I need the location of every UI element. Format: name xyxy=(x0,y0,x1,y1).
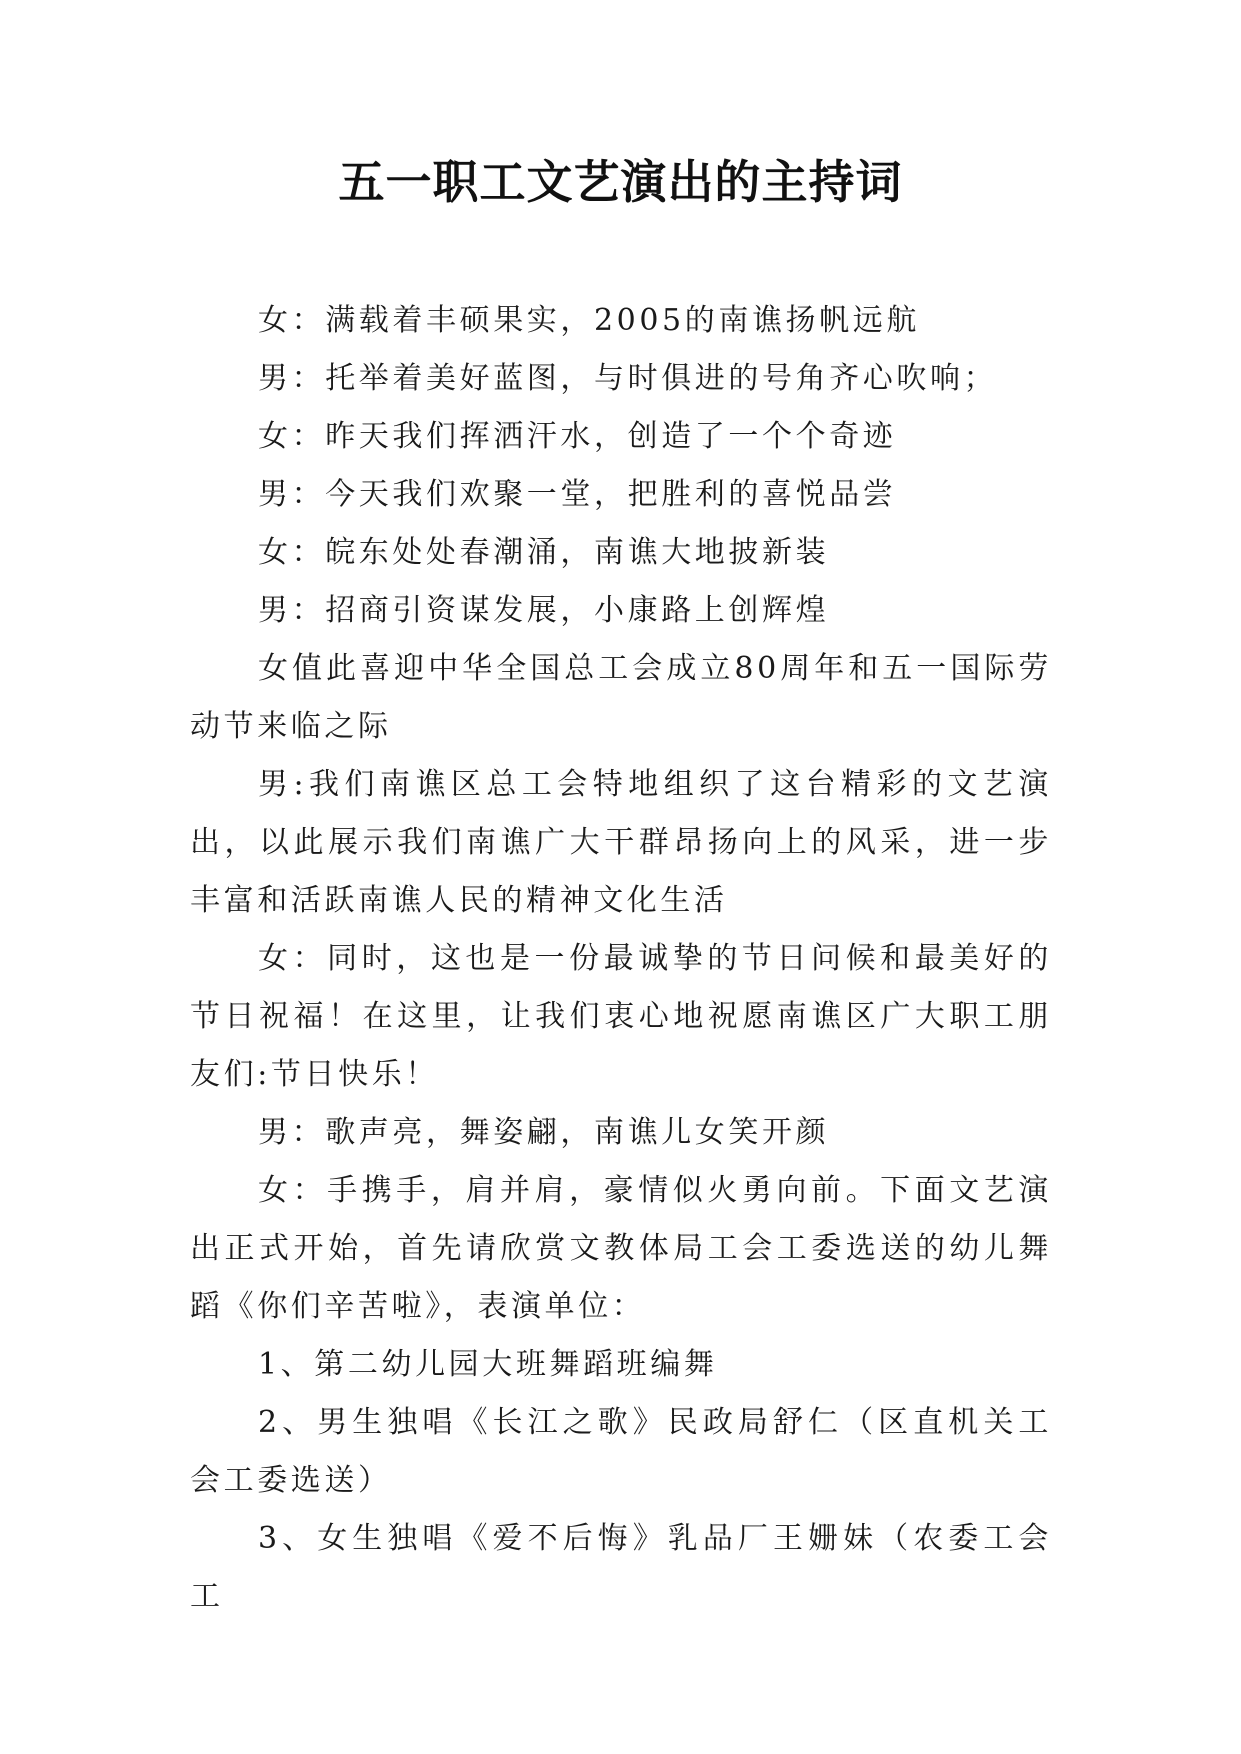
paragraph-7: 女值此喜迎中华全国总工会成立80周年和五一国际劳动节来临之际 xyxy=(190,651,1052,744)
paragraph-13: 2、男生独唱《长江之歌》民政局舒仁（区直机关工会工委选送） xyxy=(190,1405,1052,1498)
paragraph-2: 男：托举着美好蓝图，与时俱进的号角齐心吹响； xyxy=(258,361,998,396)
paragraph-12: 1、第二幼儿园大班舞蹈班编舞 xyxy=(258,1347,718,1382)
paragraph-10: 男：歌声亮，舞姿翩，南谯儿女笑开颜 xyxy=(258,1115,830,1150)
paragraph-1: 女：满载着丰硕果实，2005的南谯扬帆远航 xyxy=(258,303,920,338)
document-body xyxy=(190,292,1052,1626)
paragraph-5: 女：皖东处处春潮涌，南谯大地披新装 xyxy=(258,535,830,570)
paragraph-4: 男：今天我们欢聚一堂，把胜利的喜悦品尝 xyxy=(258,477,897,512)
document-title: 五一职工文艺演出的主持词 xyxy=(338,155,903,209)
paragraph-9: 女：同时，这也是一份最诚挚的节日问候和最美好的节日祝福！在这里，让我们衷心地祝愿南谯区广大职工朋友们:节日快乐！ xyxy=(190,941,1052,1092)
paragraph-11: 女：手携手，肩并肩，豪情似火勇向前。下面文艺演出正式开始，首先请欣赏文教体局工会工委选送的幼儿舞蹈《你们辛苦啦》，表演单位： xyxy=(190,1173,1052,1324)
paragraph-14: 3、女生独唱《爱不后悔》乳品厂王姗妹（农委工会工 xyxy=(190,1521,1052,1614)
paragraph-8: 男:我们南谯区总工会特地组织了这台精彩的文艺演出，以此展示我们南谯广大干群昂扬向上的风采，进一步丰富和活跃南谯人民的精神文化生活 xyxy=(190,767,1052,918)
paragraph-6: 男：招商引资谋发展，小康路上创辉煌 xyxy=(258,593,830,628)
paragraph-3: 女：昨天我们挥洒汗水，创造了一个个奇迹 xyxy=(258,419,897,454)
